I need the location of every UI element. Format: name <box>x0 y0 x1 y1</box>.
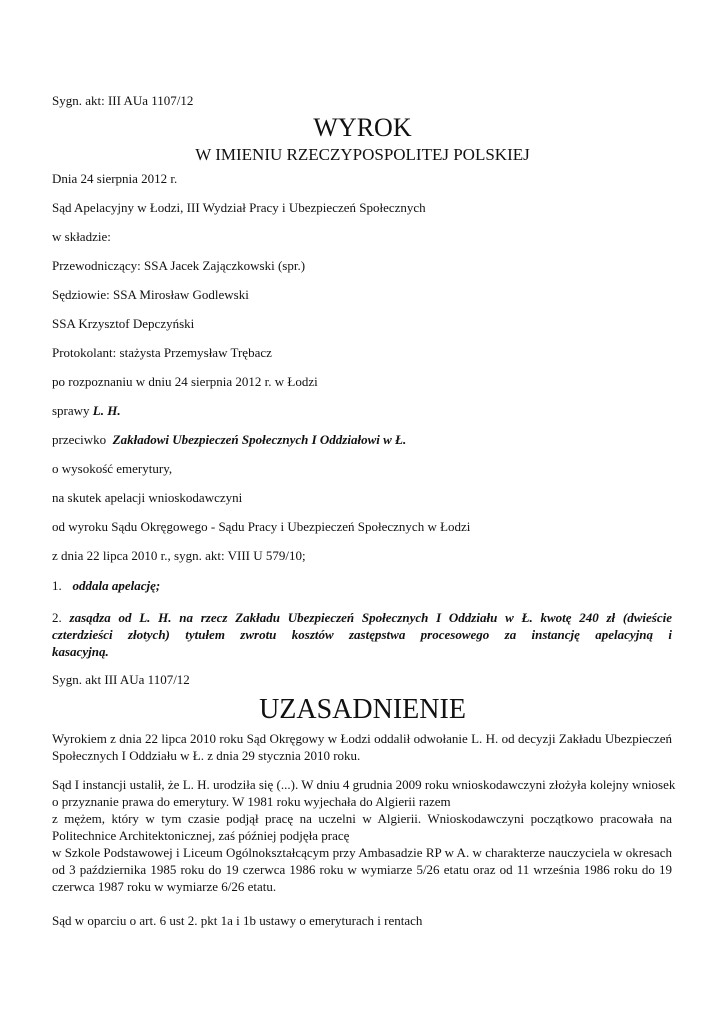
presiding-judge: Przewodniczący: SSA Jacek Zajączkowski (spr.) <box>52 258 306 273</box>
item-number: 2. <box>52 610 62 625</box>
paragraph-line: czerwca 1987 roku w wymiarze 6/26 etatu. <box>52 879 277 894</box>
paragraph-line: z mężem, który w tym czasie podjął pracę na uczelni w Algierii. Wnioskodawczyni początkowo pracowała na <box>52 811 672 826</box>
case-party: L. H. <box>92 403 121 418</box>
justification-paragraph-2 <box>52 776 676 895</box>
item-2-line: kasacyjną. <box>52 644 109 659</box>
paragraph-line: Politechnice Architektonicznej, zaś później podjęła pracę <box>52 828 350 843</box>
against-party: Zakładowi Ubezpieczeń Społecznych I Oddziałowi w Ł. <box>112 432 407 447</box>
appeal-line: na skutek apelacji wnioskodawczyni <box>52 490 243 505</box>
paragraph-line: w Szkole Podstawowej i Liceum Ogólnokształcącym przy Ambasadzie RP w A. w charakterze nauczyciela w okresach <box>52 845 672 860</box>
judgment-subtitle: W IMIENIU RZECZYPOSPOLITEJ POLSKIEJ <box>195 145 530 164</box>
item-2-line <box>52 609 672 626</box>
from-ruling-line: od wyroku Sądu Okręgowego - Sądu Pracy i Ubezpieczeń Społecznych w Łodzi <box>52 519 471 534</box>
paragraph-line: Społecznych I Oddziału w Ł. z dnia 29 stycznia 2010 roku. <box>52 748 361 763</box>
paragraph-line: Wyrokiem z dnia 22 lipca 2010 roku Sąd Okręgowy w Łodzi oddalił odwołanie L. H. od decyzji Zakładu Ubezpieczeń <box>52 731 672 746</box>
item-2-line: czterdzieści złotych) tytułem zwrotu kosztów zastępstwa procesowego za instancję apelacyjną i <box>52 627 672 642</box>
item-number: 1. <box>52 578 62 593</box>
paragraph-line: o przyznanie prawa do emerytury. W 1981 roku wyjechała do Algierii razem <box>52 794 451 809</box>
justification-paragraph-1 <box>52 730 672 764</box>
hearing-line: po rozpoznaniu w dniu 24 sierpnia 2012 r. w Łodzi <box>52 374 318 389</box>
against-prefix: przeciwko <box>52 432 107 447</box>
justification-paragraph-3: Sąd w oparciu o art. 6 ust 2. pkt 1a i 1b ustawy o emeryturach i rentach <box>52 913 423 928</box>
ruling-date-line: z dnia 22 lipca 2010 r., sygn. akt: VIII U 579/10; <box>52 548 306 563</box>
court-name: Sąd Apelacyjny w Łodzi, III Wydział Pracy i Ubezpieczeń Społecznych <box>52 200 426 215</box>
against-line <box>52 432 406 448</box>
justification-signature: Sygn. akt III AUa 1107/12 <box>52 672 190 687</box>
item-2-text: zasądza od L. H. na rzecz Zakładu Ubezpieczeń Społecznych I Oddziału w Ł. kwotę 240 zł (dwieście <box>69 610 673 625</box>
judgment-title: WYROK <box>313 113 412 142</box>
second-judge: SSA Krzysztof Depczyński <box>52 316 195 331</box>
ruling-item-2 <box>52 609 672 660</box>
ruling-item-1 <box>52 578 160 594</box>
composition-label: w składzie: <box>52 229 111 244</box>
paragraph-line: Sąd I instancji ustalił, że L. H. urodziła się (...). W dniu 4 grudnia 2009 roku wnioskodawczyni złożyła kolejny wniosek <box>52 777 676 792</box>
justification-title: UZASADNIENIE <box>259 694 466 725</box>
judgment-date: Dnia 24 sierpnia 2012 r. <box>52 171 178 186</box>
case-line <box>52 403 121 419</box>
clerk-line: Protokolant: stażysta Przemysław Trębacz <box>52 345 272 360</box>
case-prefix: sprawy <box>52 403 90 418</box>
item-text: oddala apelację; <box>72 578 161 593</box>
case-signature: Sygn. akt: III AUa 1107/12 <box>52 93 194 108</box>
paragraph-line: od 3 października 1985 roku do 19 czerwca 1986 roku w wymiarze 5/26 etatu oraz od 11 września 1986 roku do 19 <box>52 862 672 877</box>
subject-line: o wysokość emerytury, <box>52 461 173 476</box>
judges-line: Sędziowie: SSA Mirosław Godlewski <box>52 287 249 302</box>
